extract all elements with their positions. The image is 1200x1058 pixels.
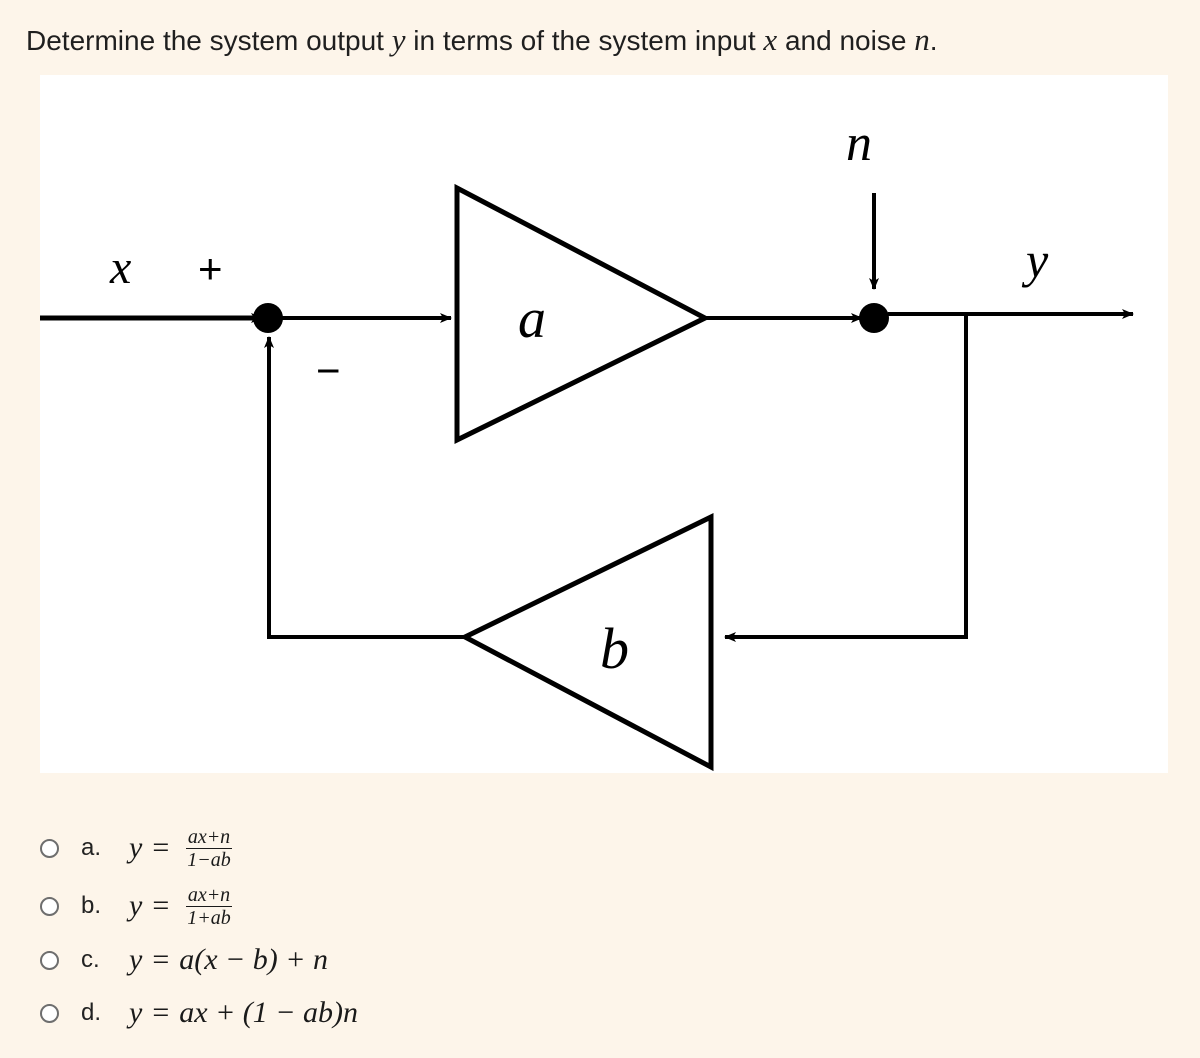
block-diagram-svg (40, 75, 1168, 773)
option-a-lhs: y (129, 831, 143, 864)
forward-gain-triangle (457, 188, 705, 440)
option-a-denominator: 1−ab (187, 848, 231, 871)
feedback-gain-triangle (465, 517, 711, 767)
option-a-fraction (185, 826, 233, 871)
question-suffix: . (929, 25, 938, 56)
option-b-denominator: 1+ab (187, 906, 231, 929)
option-a-letter: a. (81, 834, 102, 861)
option-b-letter: b. (81, 892, 102, 919)
option-d-lhs: y (129, 996, 143, 1029)
option-c-rhs: a(x − b) + n (179, 943, 329, 976)
question-var-x: x (763, 22, 778, 57)
option-c-radio[interactable] (40, 951, 59, 970)
option-b-fraction (185, 884, 233, 929)
minus-sign: − (316, 347, 341, 394)
option-b-lhs: y (129, 889, 143, 922)
option-a-equation (129, 826, 233, 871)
summing-junction (253, 303, 283, 333)
question-var-n: n (914, 22, 930, 57)
option-d[interactable] (40, 983, 358, 1043)
forward-gain-label: a (518, 288, 546, 350)
output-label: y (1026, 232, 1049, 288)
block-diagram (40, 75, 1168, 773)
option-a-radio[interactable] (40, 839, 59, 858)
option-c-equation (129, 943, 328, 977)
question-middle: in terms of the system input (405, 25, 764, 56)
option-b-equals: = (152, 889, 170, 922)
option-a[interactable] (40, 818, 233, 878)
feedback-return-line (269, 337, 465, 637)
option-b[interactable] (40, 876, 233, 936)
plus-sign: + (198, 245, 223, 292)
question-prefix: Determine the system output (26, 25, 392, 56)
option-d-equals: = (152, 996, 170, 1029)
option-c-letter: c. (81, 946, 100, 973)
option-b-radio[interactable] (40, 897, 59, 916)
option-a-equals: = (152, 831, 170, 864)
option-d-radio[interactable] (40, 1004, 59, 1023)
noise-adder-junction (859, 303, 889, 333)
option-b-numerator: ax+n (187, 883, 231, 906)
option-b-equation (129, 884, 233, 929)
option-d-letter: d. (81, 999, 102, 1026)
question-connector: and noise (777, 25, 915, 56)
noise-label: n (846, 115, 872, 172)
option-d-rhs: ax + (1 − ab)n (179, 996, 359, 1029)
question-text (26, 20, 937, 61)
option-a-numerator: ax+n (187, 825, 231, 848)
option-c-lhs: y (129, 943, 143, 976)
feedback-tap-line (725, 315, 966, 637)
option-d-equation (129, 996, 358, 1030)
option-c[interactable] (40, 930, 328, 990)
feedback-gain-label: b (600, 616, 629, 681)
option-c-equals: = (152, 943, 170, 976)
input-label: x (110, 241, 132, 294)
question-var-y: y (391, 22, 406, 57)
